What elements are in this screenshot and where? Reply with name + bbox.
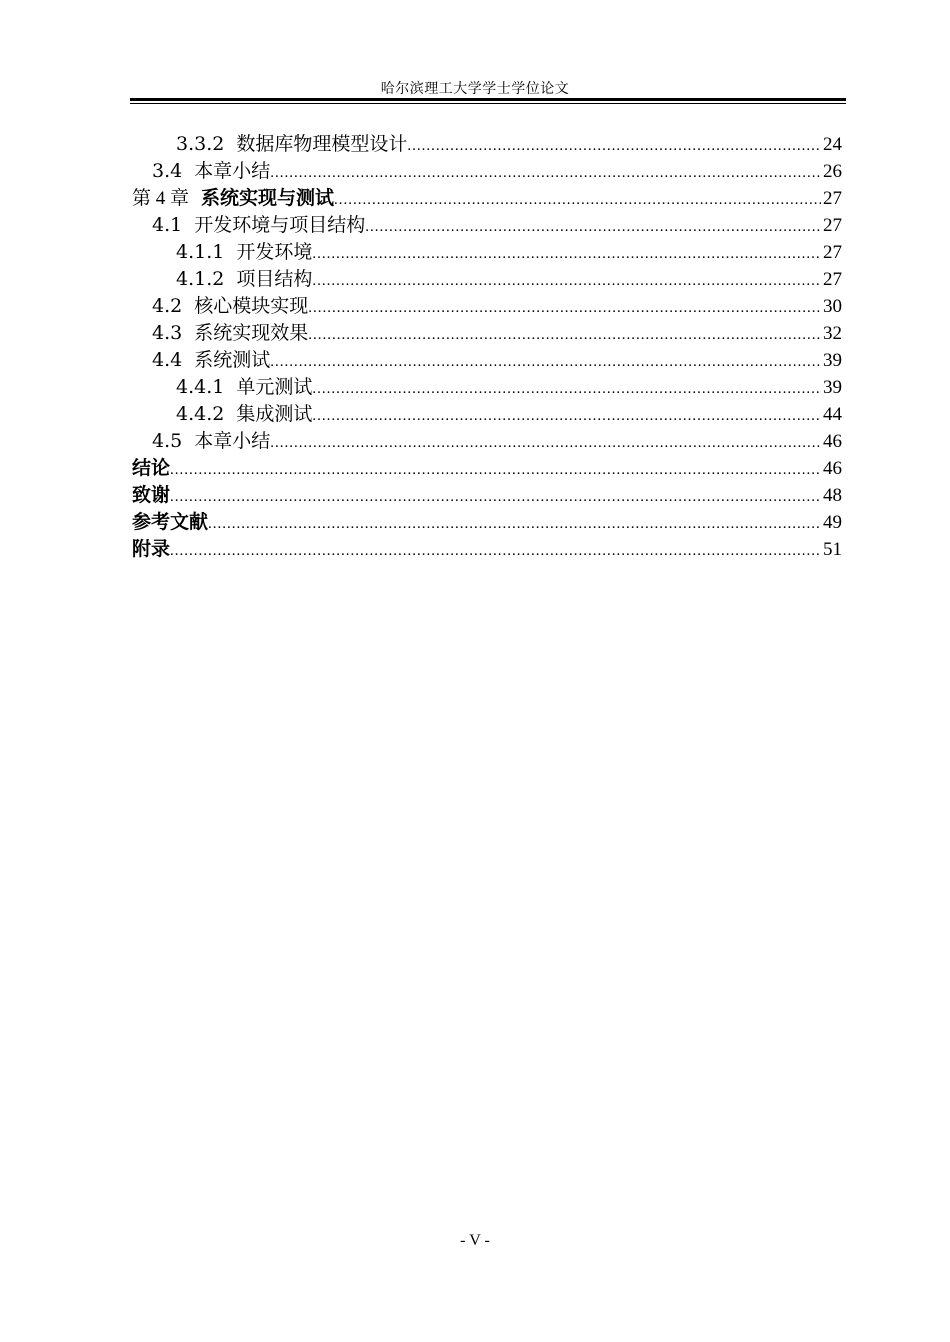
toc-leader (170, 459, 821, 482)
toc-entry-page: 48 (823, 485, 842, 506)
page-number: - V - (460, 1232, 490, 1249)
toc-entry-title: 致谢 (132, 484, 171, 506)
toc-entry-page: 51 (823, 539, 842, 560)
toc-entry-title: 集成测试 (236, 403, 313, 425)
toc-entry-title: 本章小结 (194, 430, 271, 452)
toc-entry[interactable] (132, 214, 842, 241)
toc-entry-page: 44 (823, 404, 842, 425)
toc-entry-appendix[interactable] (132, 538, 842, 565)
toc-entry-references[interactable] (132, 511, 842, 538)
header-rule (130, 98, 846, 101)
toc-leader (270, 432, 821, 455)
toc-entry-title: 开发环境 (236, 241, 313, 263)
toc-entry-page: 46 (823, 431, 842, 452)
table-of-contents (132, 133, 842, 565)
toc-leader (270, 162, 821, 185)
toc-entry-number: 3.4 (152, 160, 183, 182)
toc-entry-title: 开发环境与项目结构 (194, 214, 366, 236)
header-rule-thin (130, 103, 846, 104)
toc-entry-number: 第 4 章 (132, 188, 190, 209)
toc-leader (334, 189, 821, 212)
toc-entry-title: 系统测试 (194, 349, 271, 371)
toc-entry-page: 27 (823, 242, 842, 263)
toc-entry-title: 项目结构 (236, 268, 313, 290)
toc-entry-page: 39 (823, 350, 842, 371)
toc-entry-page: 27 (823, 188, 842, 209)
toc-entry-chapter[interactable] (132, 187, 842, 214)
toc-entry-page: 32 (823, 323, 842, 344)
toc-entry-conclusion[interactable] (132, 457, 842, 484)
toc-leader (170, 486, 821, 509)
header-title: 哈尔滨理工大学学士学位论文 (380, 81, 570, 97)
toc-entry-page: 39 (823, 377, 842, 398)
toc-entry-page: 27 (823, 215, 842, 236)
toc-leader (407, 135, 821, 158)
toc-entry[interactable] (132, 322, 842, 349)
toc-entry[interactable] (132, 133, 842, 160)
toc-entry-title: 结论 (132, 457, 171, 479)
toc-entry[interactable] (132, 160, 842, 187)
toc-entry[interactable] (132, 295, 842, 322)
toc-entry-number: 4.1 (152, 214, 183, 236)
toc-entry-number: 4.1.1 (176, 241, 225, 263)
toc-leader (312, 405, 821, 428)
toc-entry-number: 4.5 (152, 430, 183, 452)
toc-entry-title: 本章小结 (194, 160, 271, 182)
toc-entry-number: 4.4 (152, 349, 183, 371)
toc-entry-number: 4.2 (152, 295, 183, 317)
toc-leader (308, 297, 821, 320)
toc-entry-title: 附录 (132, 538, 171, 560)
toc-entry-title: 数据库物理模型设计 (236, 133, 408, 155)
toc-entry[interactable] (132, 403, 842, 430)
toc-entry[interactable] (132, 241, 842, 268)
toc-leader (312, 270, 821, 293)
toc-entry-title: 系统实现与测试 (201, 187, 335, 209)
toc-leader (270, 351, 821, 374)
toc-entry-page: 27 (823, 269, 842, 290)
toc-leader (312, 243, 821, 266)
toc-entry[interactable] (132, 430, 842, 457)
toc-entry[interactable] (132, 268, 842, 295)
toc-entry-title: 系统实现效果 (194, 322, 309, 344)
toc-entry-number: 3.3.2 (176, 133, 225, 155)
toc-entry[interactable] (132, 349, 842, 376)
toc-entry-number: 4.3 (152, 322, 183, 344)
toc-entry-number: 4.4.1 (176, 376, 225, 398)
toc-entry-title: 单元测试 (236, 376, 313, 398)
toc-entry-page: 30 (823, 296, 842, 317)
toc-entry-title: 参考文献 (132, 511, 209, 533)
toc-entry[interactable] (132, 376, 842, 403)
toc-entry-page: 49 (823, 512, 842, 533)
toc-entry-page: 24 (823, 134, 842, 155)
toc-entry-number: 4.4.2 (176, 403, 225, 425)
toc-entry-number: 4.1.2 (176, 268, 225, 290)
toc-leader (170, 540, 821, 563)
toc-entry-acknowledgements[interactable] (132, 484, 842, 511)
toc-entry-page: 26 (823, 161, 842, 182)
toc-entry-title: 核心模块实现 (194, 295, 309, 317)
toc-leader (208, 513, 821, 536)
toc-leader (308, 324, 821, 347)
toc-entry-page: 46 (823, 458, 842, 479)
toc-leader (312, 378, 821, 401)
toc-leader (365, 216, 821, 239)
